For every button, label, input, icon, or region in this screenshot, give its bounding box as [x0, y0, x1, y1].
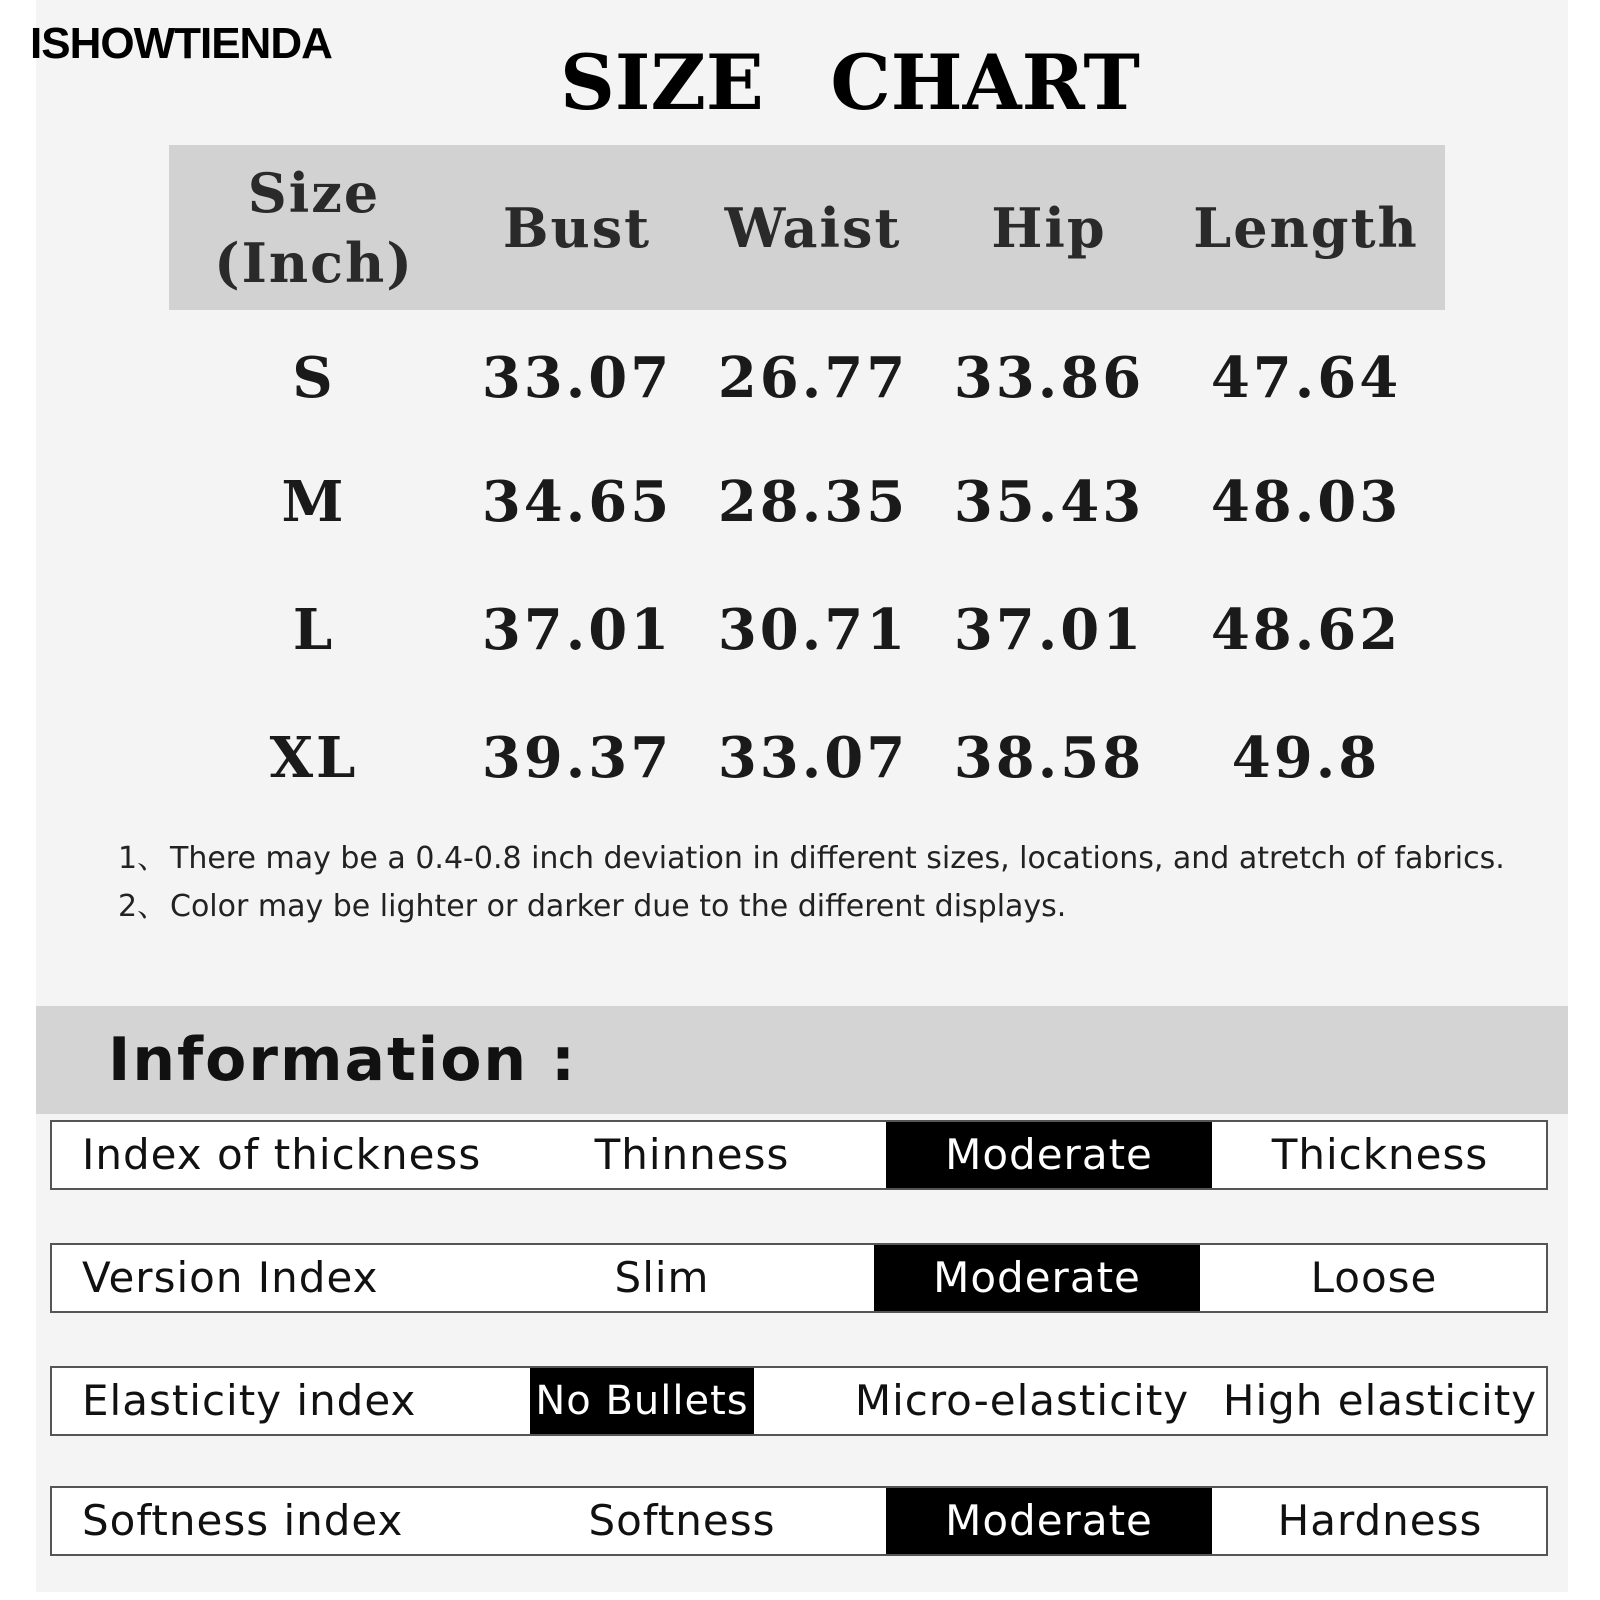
note-item: [118, 835, 1505, 883]
info-row-label: Elasticity index: [82, 1376, 417, 1425]
cell-length: 47.64: [1210, 344, 1402, 411]
notes-list: [118, 835, 1505, 931]
cell-waist: 28.35: [717, 469, 909, 535]
cell-size: XL: [269, 725, 359, 791]
table-row: [169, 694, 1445, 822]
size-table: [169, 145, 1445, 822]
cell-waist: 26.77: [717, 344, 909, 411]
cell-waist: 33.07: [717, 725, 909, 791]
option-micro-elasticity: Micro-elasticity: [854, 1376, 1190, 1425]
option-slim: Slim: [614, 1253, 710, 1302]
info-row-label: Index of thickness: [82, 1130, 482, 1179]
header-waist: Waist: [724, 195, 902, 260]
option-moderate-selected: Moderate: [886, 1488, 1212, 1554]
table-row: [169, 566, 1445, 694]
information-header: [36, 1006, 1568, 1114]
table-row: [169, 310, 1445, 438]
note-text: There may be a 0.4-0.8 inch deviation in different sizes, locations, and atretch of fabrics.: [170, 841, 1505, 876]
option-thickness: Thickness: [1271, 1130, 1489, 1179]
cell-waist: 30.71: [717, 597, 909, 663]
cell-bust: 34.65: [481, 469, 673, 535]
table-row: [169, 438, 1445, 566]
information-title: Information :: [108, 1025, 578, 1095]
cell-bust: 33.07: [481, 344, 673, 411]
option-moderate-selected: Moderate: [874, 1245, 1200, 1311]
note-number: 1、: [118, 841, 168, 876]
option-high-elasticity: High elasticity: [1222, 1376, 1538, 1425]
header-hip: Hip: [991, 195, 1107, 260]
header-bust: Bust: [502, 195, 652, 260]
info-row-elasticity: [50, 1366, 1548, 1436]
info-row-version: [50, 1243, 1548, 1313]
option-moderate-selected: Moderate: [886, 1122, 1212, 1188]
option-loose: Loose: [1310, 1253, 1438, 1302]
cell-size: M: [281, 469, 347, 535]
cell-bust: 39.37: [481, 725, 673, 791]
cell-length: 48.03: [1210, 469, 1402, 535]
cell-size: S: [292, 344, 336, 411]
info-row-softness: [50, 1486, 1548, 1556]
note-text: Color may be lighter or darker due to the different displays.: [170, 889, 1067, 924]
size-table-header-row: [169, 145, 1445, 310]
cell-hip: 37.01: [953, 597, 1145, 663]
option-softness: Softness: [588, 1496, 776, 1545]
option-hardness: Hardness: [1277, 1496, 1483, 1545]
cell-bust: 37.01: [481, 597, 673, 663]
page-title: SIZE CHART: [560, 38, 1140, 127]
cell-hip: 38.58: [953, 725, 1145, 791]
info-row-label: Version Index: [82, 1253, 379, 1302]
info-row-label: Softness index: [82, 1496, 404, 1545]
option-thinness: Thinness: [594, 1130, 790, 1179]
cell-hip: 35.43: [953, 469, 1145, 535]
brand-logo-text: ISHOWTIENDA: [30, 19, 332, 68]
info-row-thickness: [50, 1120, 1548, 1190]
header-length: Length: [1193, 195, 1419, 260]
option-no-bullets-selected: No Bullets: [530, 1368, 754, 1434]
note-item: [118, 883, 1505, 931]
cell-size: L: [292, 597, 336, 663]
note-number: 2、: [118, 889, 168, 924]
cell-length: 49.8: [1231, 725, 1381, 791]
cell-hip: 33.86: [953, 344, 1145, 411]
header-size: Size (Inch): [214, 160, 414, 295]
cell-length: 48.62: [1210, 597, 1402, 663]
